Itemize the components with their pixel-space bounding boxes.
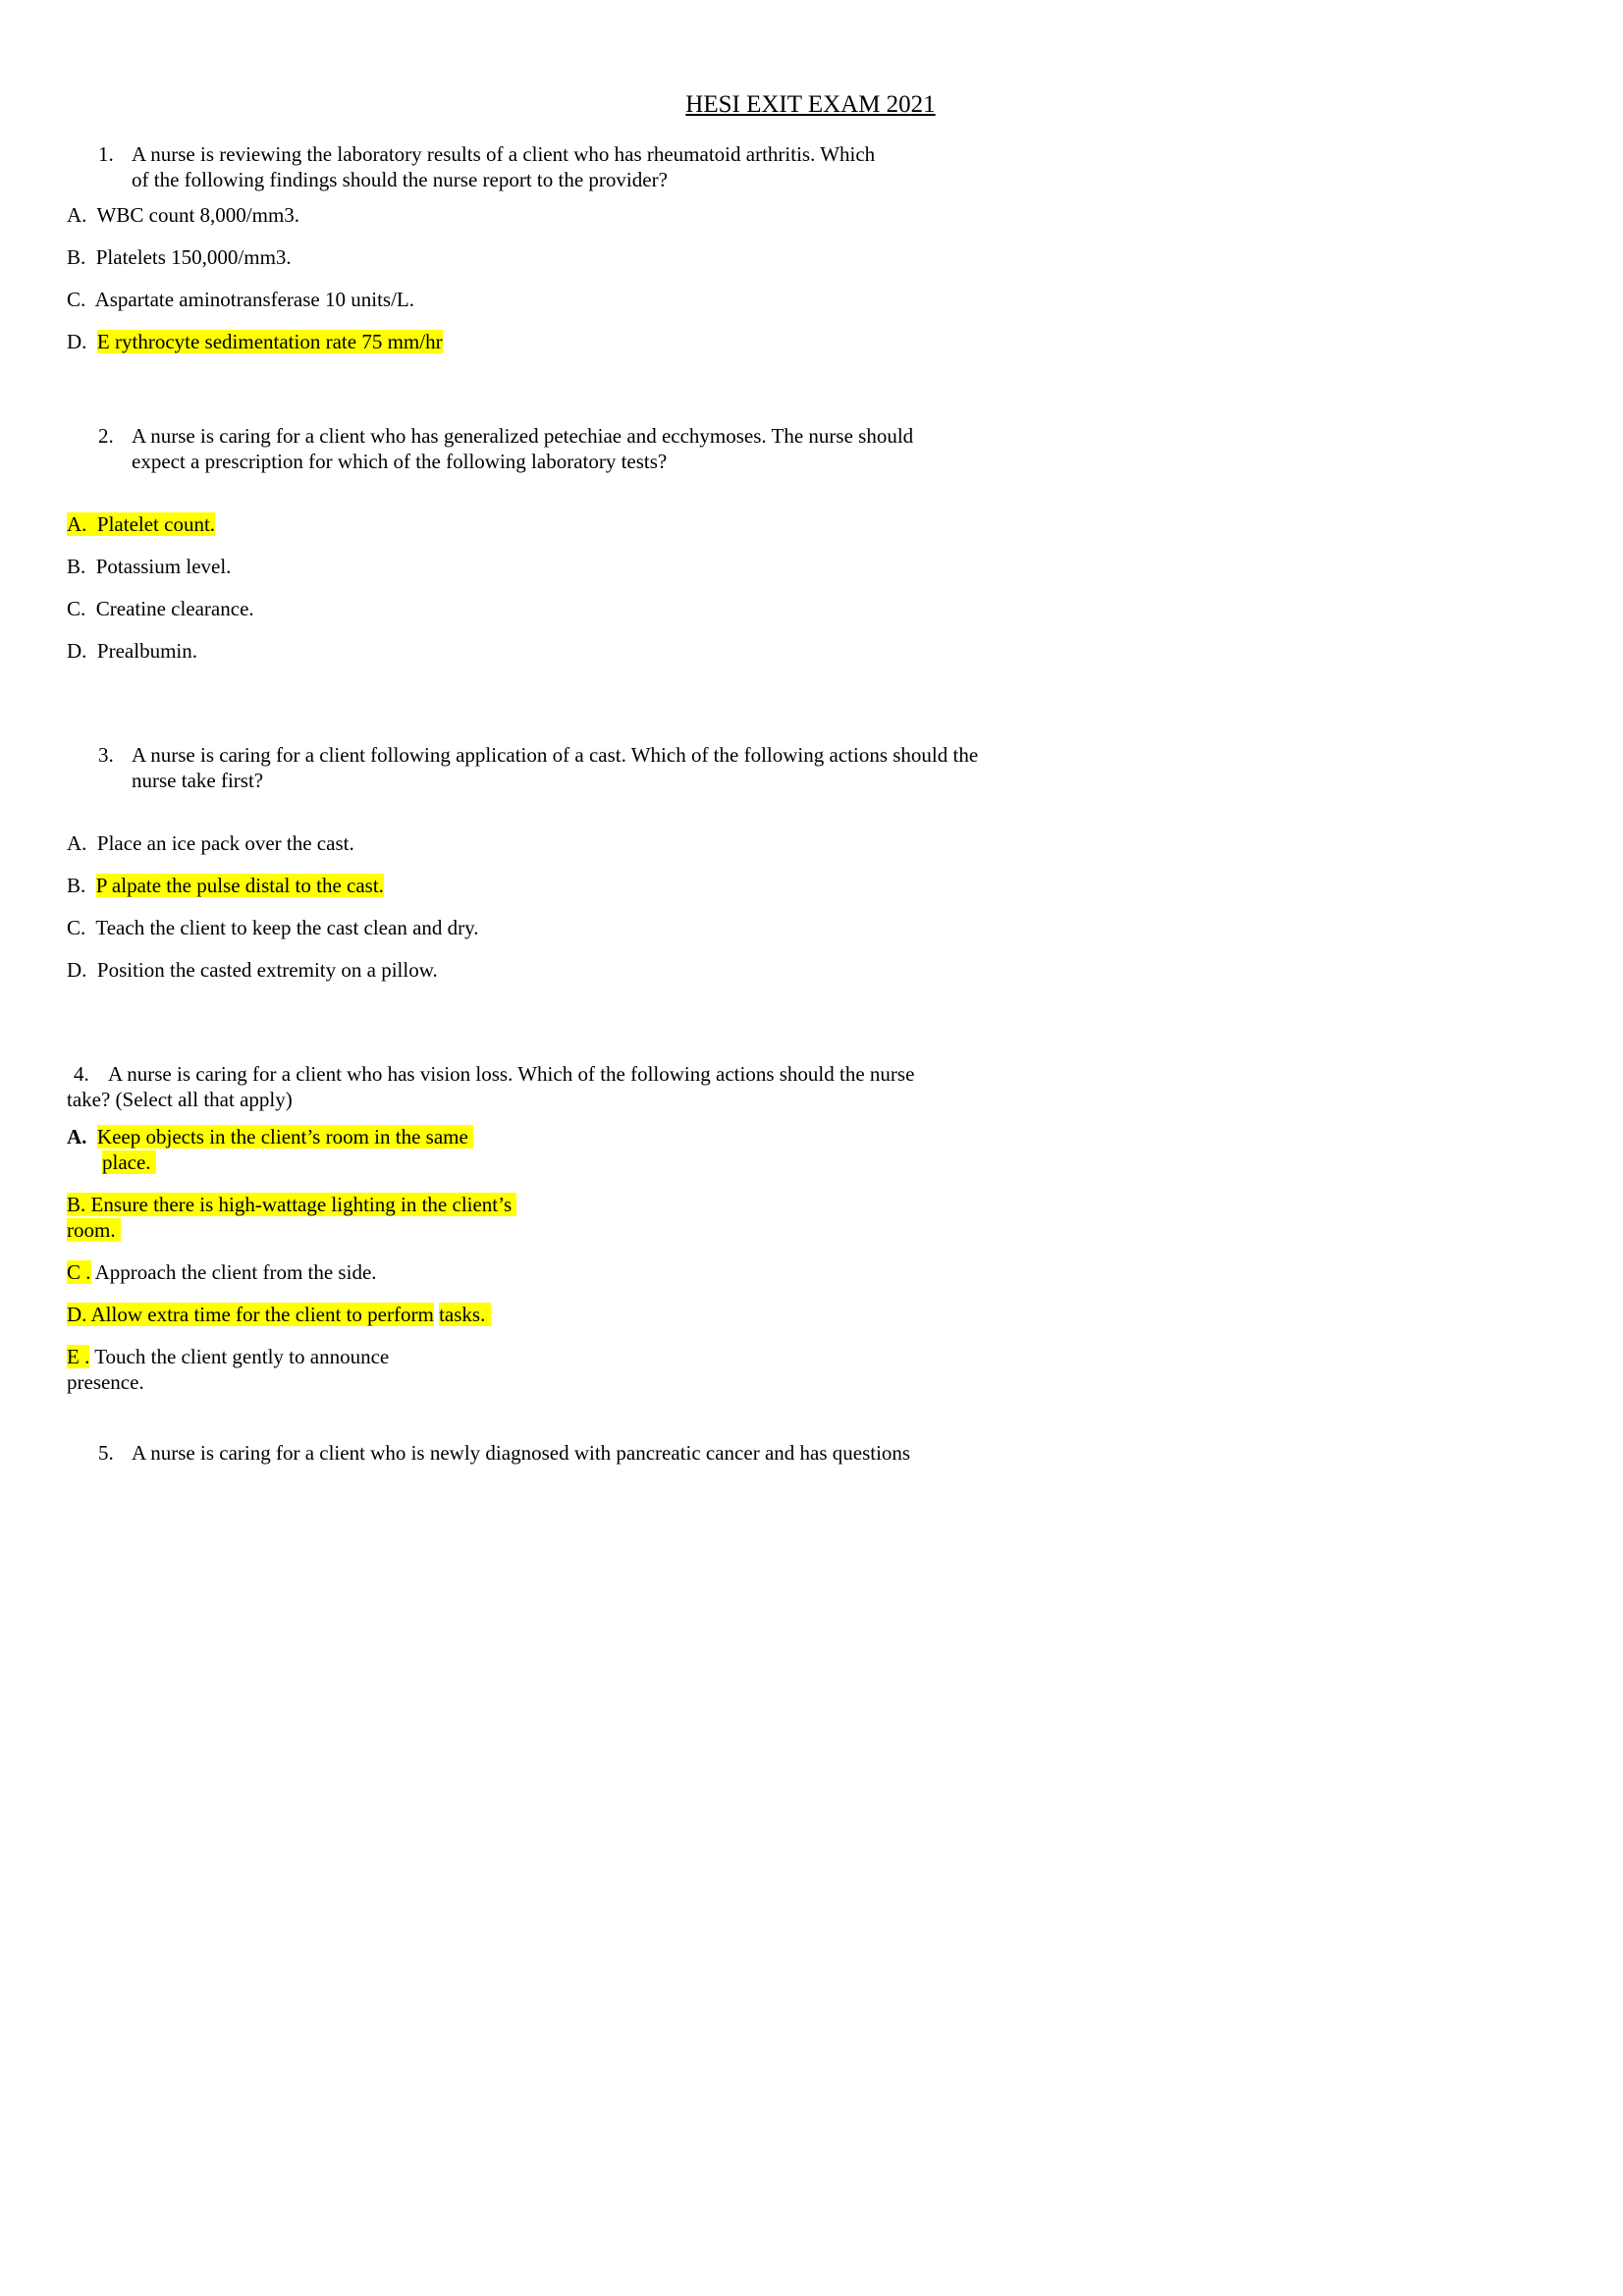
option-text	[67, 1124, 1554, 1149]
text-segment: presence.	[67, 1370, 144, 1394]
question-4-option-c	[67, 1259, 1554, 1285]
text-segment: B. Potassium level.	[67, 555, 232, 578]
text-segment: B. Ensure there is high-wattage lighting in the client’s	[67, 1193, 517, 1216]
question-3-number: 3.	[98, 743, 114, 767]
question-4-number: 4.	[74, 1062, 89, 1086]
question-2-option-a	[67, 511, 1554, 537]
text-segment: D. Allow extra time for the client to perform	[67, 1303, 434, 1326]
question-2-options	[67, 511, 1554, 664]
option-text	[67, 1259, 1554, 1285]
question-3-option-c	[67, 915, 1554, 940]
question-3-text: A nurse is caring for a client following application of a cast. Which of the following actions should the	[132, 743, 979, 767]
question-4	[67, 1061, 1554, 1395]
question-5-text: A nurse is caring for a client who is newly diagnosed with pancreatic cancer and has questions	[132, 1441, 911, 1465]
option-text	[67, 957, 1554, 983]
question-2-line-2: expect a prescription for which of the following laboratory tests?	[132, 450, 668, 473]
text-segment: E .	[67, 1345, 90, 1368]
option-text	[67, 202, 1554, 228]
option-text	[67, 596, 1554, 621]
text-segment: C. Teach the client to keep the cast clean and dry.	[67, 916, 479, 939]
text-segment: A.	[67, 1125, 87, 1148]
question-4-line-1	[67, 1061, 1554, 1087]
option-text	[67, 554, 1554, 579]
question-5-line-1	[98, 1440, 1554, 1466]
question-1-option-a	[67, 202, 1554, 228]
option-text	[67, 244, 1554, 270]
question-4-text: A nurse is caring for a client who has vision loss. Which of the following actions should the nurse	[108, 1062, 915, 1086]
question-4-option-e	[67, 1344, 1554, 1395]
question-3-option-d	[67, 957, 1554, 983]
text-segment: C .	[67, 1260, 91, 1284]
option-text	[67, 1369, 1554, 1395]
question-1-line-1	[98, 141, 1554, 167]
text-segment: B. Platelets 150,000/mm3.	[67, 245, 292, 269]
text-segment: A. Place an ice pack over the cast.	[67, 831, 354, 855]
text-segment: D. Position the casted extremity on a pillow.	[67, 958, 438, 982]
text-segment: D. Prealbumin.	[67, 639, 197, 663]
option-text	[67, 511, 1554, 537]
question-2-line-1	[98, 423, 1554, 449]
question-3-option-a	[67, 830, 1554, 856]
option-text	[67, 1192, 1554, 1217]
question-1-option-d	[67, 329, 1554, 354]
question-3-options	[67, 830, 1554, 983]
option-text	[67, 638, 1554, 664]
question-2-option-b	[67, 554, 1554, 579]
question-1-option-c	[67, 287, 1554, 312]
question-5	[98, 1440, 1554, 1466]
text-segment: Approach the client from the side.	[90, 1260, 377, 1284]
question-2-option-d	[67, 638, 1554, 664]
question-3-line-1	[98, 742, 1554, 768]
text-segment: P alpate the pulse distal to the cast.	[95, 874, 384, 897]
text-segment: room.	[67, 1218, 121, 1242]
question-1-number: 1.	[98, 142, 114, 166]
question-4-option-d	[67, 1302, 1554, 1327]
option-text	[67, 1149, 1554, 1175]
option-text	[67, 329, 1554, 354]
question-2-option-c	[67, 596, 1554, 621]
text-segment: D.	[67, 330, 97, 353]
text-segment: A. Platelet count.	[67, 512, 216, 536]
text-segment: C. Aspartate aminotransferase 10 units/L.	[67, 288, 414, 311]
question-4-option-a	[67, 1124, 1554, 1175]
option-text	[67, 287, 1554, 312]
option-text	[67, 873, 1554, 898]
option-text	[67, 830, 1554, 856]
question-1-text: A nurse is reviewing the laboratory results of a client who has rheumatoid arthritis. Which	[132, 142, 876, 166]
text-segment: B.	[67, 874, 96, 897]
question-2-text: A nurse is caring for a client who has generalized petechiae and ecchymoses. The nurse should	[132, 424, 914, 448]
question-1	[67, 141, 1554, 354]
question-3-option-b	[67, 873, 1554, 898]
question-4-option-b	[67, 1192, 1554, 1243]
question-4-options	[67, 1124, 1554, 1395]
text-segment: Touch the client gently to announce	[89, 1345, 390, 1368]
question-4-line-2: take? (Select all that apply)	[67, 1088, 293, 1111]
text-segment	[86, 1125, 97, 1148]
text-segment: A. WBC count 8,000/mm3.	[67, 203, 300, 227]
question-3-line-2: nurse take first?	[132, 769, 264, 792]
page-title: HESI EXIT EXAM 2021	[685, 91, 936, 118]
option-text	[67, 1217, 1554, 1243]
text-segment: Keep objects in the client’s room in the same	[96, 1125, 474, 1148]
question-1-options	[67, 202, 1554, 354]
option-text	[67, 1344, 1554, 1369]
question-2-number: 2.	[98, 424, 114, 448]
option-text	[67, 1302, 1554, 1327]
text-segment: E rythrocyte sedimentation rate 75 mm/hr	[96, 330, 443, 353]
option-text	[67, 915, 1554, 940]
question-1-line-2: of the following findings should the nurse report to the provider?	[132, 168, 668, 191]
question-3	[67, 742, 1554, 983]
text-segment: tasks.	[439, 1303, 491, 1326]
question-2	[67, 423, 1554, 664]
text-segment: C. Creatine clearance.	[67, 597, 254, 620]
question-1-option-b	[67, 244, 1554, 270]
text-segment: place.	[102, 1150, 156, 1174]
question-5-number: 5.	[98, 1441, 114, 1465]
